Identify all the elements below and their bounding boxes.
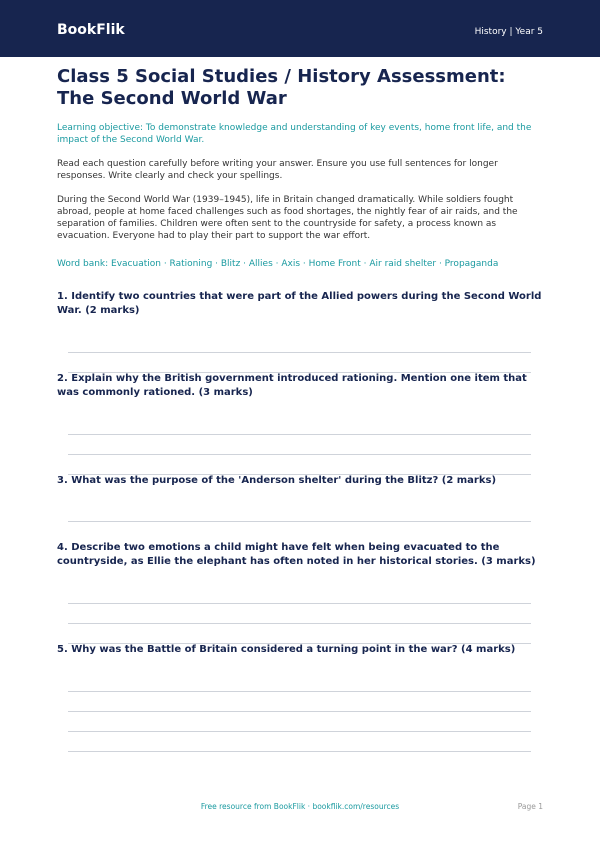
answer-line[interactable]: [68, 603, 531, 604]
instructions-paragraph: Read each question carefully before writing your answer. Ensure you use full sentences for longer responses. Write clearly and check your spellings.: [57, 159, 498, 181]
word-bank: Word bank: Evacuation · Rationing · Blitz · Allies · Axis · Home Front · Air raid shelter · Propaganda: [57, 259, 499, 269]
answer-line[interactable]: [68, 691, 531, 692]
intro-paragraph: During the Second World War (1939–1945), life in Britain changed dramatically. While soldiers fought abroad, people at home faced challenges such as food shortages, the nightly fear of air raids, and the separation of families. Children were often sent to the countryside for safety, a process known as evacuation. Everyone had to play their part to support the war effort.: [57, 195, 518, 241]
question-3: 3. What was the purpose of the 'Anderson shelter' during the Blitz? (2 marks): [57, 475, 497, 486]
answer-line[interactable]: [68, 434, 531, 435]
page-number: Page 1: [517, 802, 543, 811]
brand-logo[interactable]: BookFlik: [57, 22, 125, 38]
answer-line[interactable]: [68, 521, 531, 522]
answer-line[interactable]: [68, 454, 531, 455]
header-bar: [0, 0, 600, 57]
learning-objective: Learning objective: To demonstrate knowledge and understanding of key events, home front life, and the impact of the Second World War.: [57, 123, 532, 145]
answer-line[interactable]: [68, 731, 531, 732]
answer-line[interactable]: [68, 711, 531, 712]
question-4: 4. Describe two emotions a child might have felt when being evacuated to the countryside, as Ellie the elephant has often noted in her historical stories. (3 marks): [57, 542, 536, 567]
answer-line[interactable]: [68, 751, 531, 752]
question-2: 2. Explain why the British government introduced rationing. Mention one item that was commonly rationed. (3 marks): [57, 373, 527, 398]
answer-line[interactable]: [68, 623, 531, 624]
footer-link[interactable]: Free resource from BookFlik · bookflik.com/resources: [200, 802, 400, 811]
answer-line[interactable]: [68, 352, 531, 353]
page-title: Class 5 Social Studies / History Assessment: The Second World War: [57, 66, 506, 109]
question-1: 1. Identify two countries that were part of the Allied powers during the Second World War. (2 marks): [57, 291, 542, 316]
question-5: 5. Why was the Battle of Britain considered a turning point in the war? (4 marks): [57, 644, 516, 655]
subject-label: History | Year 5: [474, 27, 543, 37]
